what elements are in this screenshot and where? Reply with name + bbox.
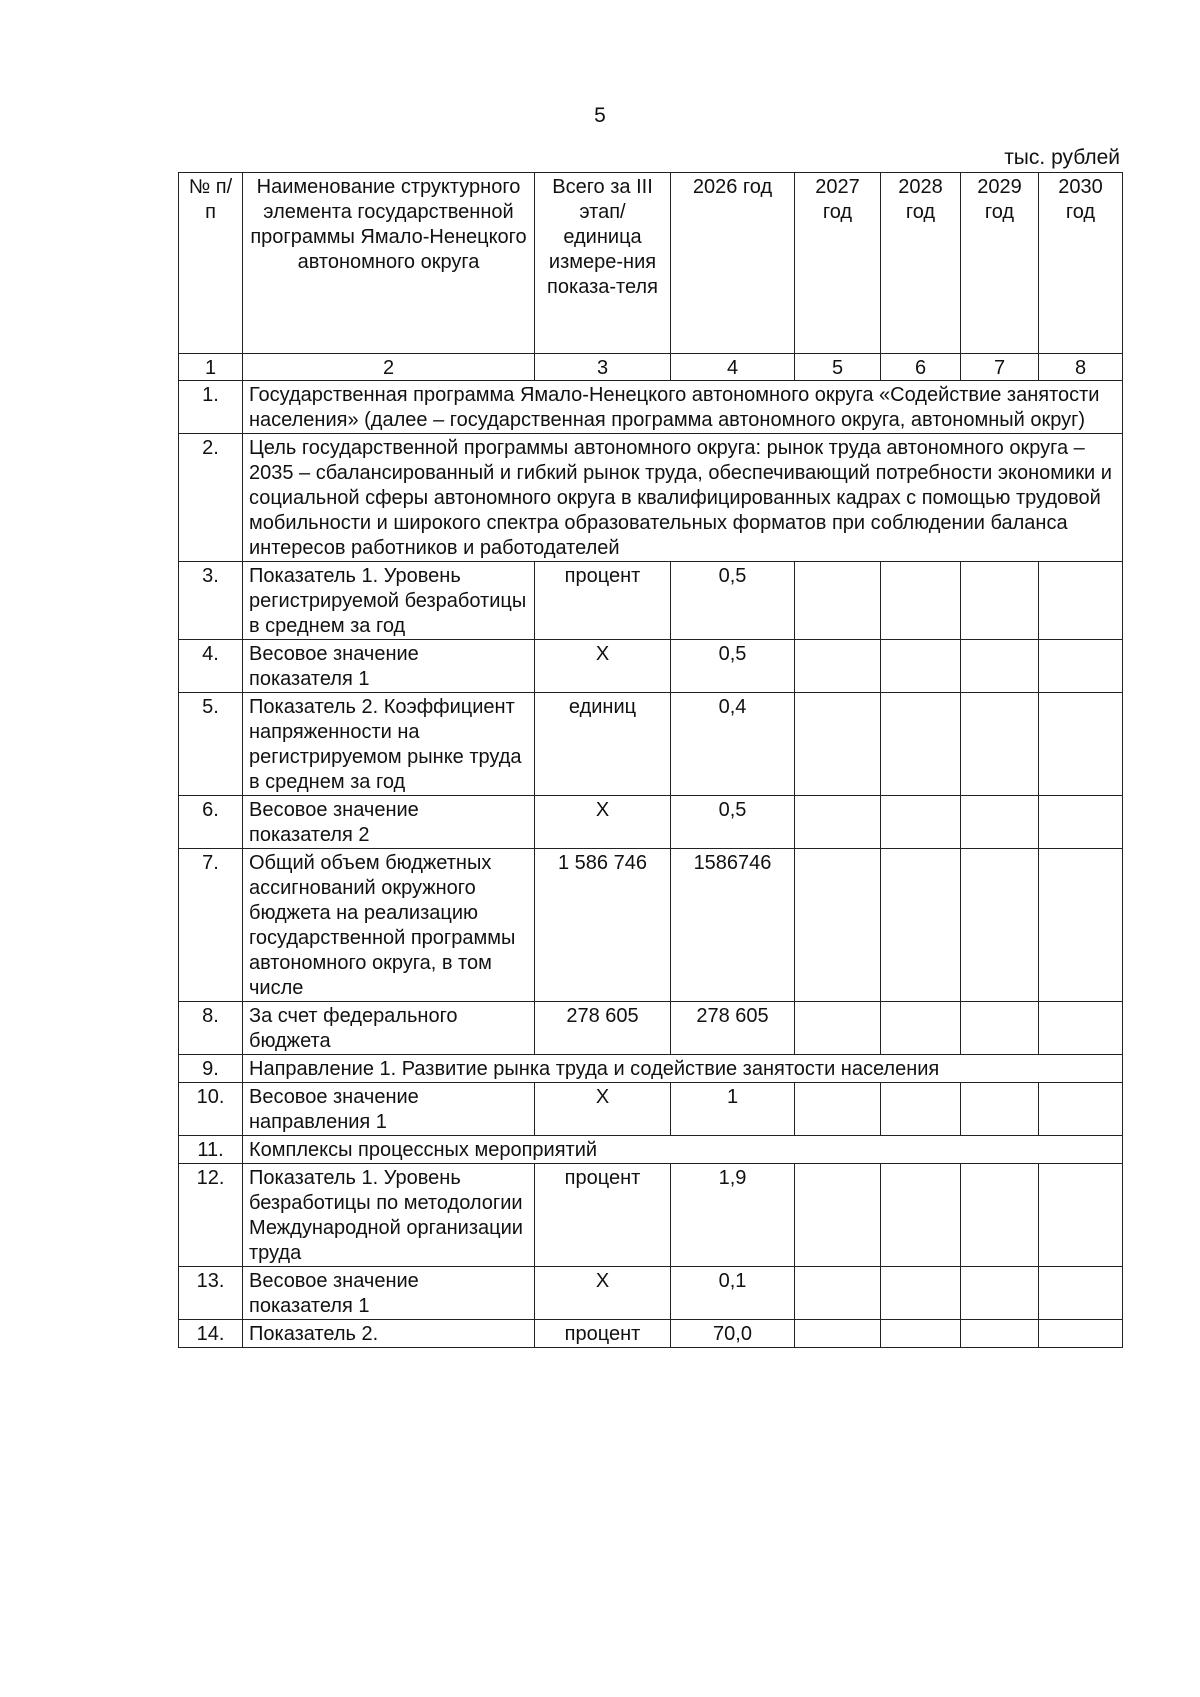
row-number: 2. xyxy=(179,434,243,562)
row-total: Х xyxy=(535,1267,671,1320)
row-value-2027 xyxy=(795,640,881,693)
row-value-2026: 1,9 xyxy=(671,1164,795,1267)
indicators-table xyxy=(178,172,1123,1348)
row-value-2026: 278 605 xyxy=(671,1002,795,1055)
column-number: 6 xyxy=(881,354,961,381)
header-cell: 2028 год xyxy=(881,173,961,354)
row-value-2027 xyxy=(795,562,881,640)
row-name: Показатель 1. Уровень безработицы по методологии Международной организации труда xyxy=(243,1164,535,1267)
row-name: За счет федерального бюджета xyxy=(243,1002,535,1055)
row-value-2030 xyxy=(1039,693,1123,796)
row-number: 9. xyxy=(179,1055,243,1083)
row-value-2027 xyxy=(795,1002,881,1055)
row-value-2030 xyxy=(1039,849,1123,1002)
row-value-2030 xyxy=(1039,1320,1123,1348)
row-value-2027 xyxy=(795,1320,881,1348)
table-row xyxy=(179,434,1123,562)
row-value-2030 xyxy=(1039,562,1123,640)
row-value-2028 xyxy=(881,1083,961,1136)
row-value-2026: 70,0 xyxy=(671,1320,795,1348)
row-value-2026: 0,4 xyxy=(671,693,795,796)
row-value-2027 xyxy=(795,1164,881,1267)
row-value-2029 xyxy=(961,1083,1039,1136)
table-row xyxy=(179,1136,1123,1164)
row-value-2029 xyxy=(961,1320,1039,1348)
row-value-2029 xyxy=(961,562,1039,640)
row-value-2026: 1 xyxy=(671,1083,795,1136)
row-value-2030 xyxy=(1039,796,1123,849)
row-value-2027 xyxy=(795,796,881,849)
row-value-2028 xyxy=(881,1002,961,1055)
page-number: 5 xyxy=(594,104,606,127)
row-number: 13. xyxy=(179,1267,243,1320)
row-value-2028 xyxy=(881,796,961,849)
units-label: тыс. рублей xyxy=(1004,146,1120,169)
table-row xyxy=(179,693,1123,796)
row-value-2027 xyxy=(795,693,881,796)
row-total: 278 605 xyxy=(535,1002,671,1055)
row-value-2030 xyxy=(1039,1083,1123,1136)
row-value-2029 xyxy=(961,849,1039,1002)
table-row xyxy=(179,1083,1123,1136)
row-value-2029 xyxy=(961,693,1039,796)
row-total: процент xyxy=(535,562,671,640)
section-text: Государственная программа Ямало-Ненецкого автономного округа «Содействие занятости населения» (далее – государственная программа автономного округа, автономный округ) xyxy=(243,381,1123,434)
column-number: 1 xyxy=(179,354,243,381)
row-value-2028 xyxy=(881,693,961,796)
row-total: Х xyxy=(535,1083,671,1136)
row-name: Показатель 1. Уровень регистрируемой безработицы в среднем за год xyxy=(243,562,535,640)
row-number: 11. xyxy=(179,1136,243,1164)
table-row xyxy=(179,1267,1123,1320)
row-value-2029 xyxy=(961,640,1039,693)
row-value-2028 xyxy=(881,1267,961,1320)
row-number: 1. xyxy=(179,381,243,434)
column-number: 7 xyxy=(961,354,1039,381)
column-number: 4 xyxy=(671,354,795,381)
row-value-2028 xyxy=(881,562,961,640)
row-value-2026: 0,5 xyxy=(671,562,795,640)
row-value-2030 xyxy=(1039,1164,1123,1267)
table-row xyxy=(179,1164,1123,1267)
row-name: Весовое значение показателя 1 xyxy=(243,1267,535,1320)
column-number: 8 xyxy=(1039,354,1123,381)
row-total: 1 586 746 xyxy=(535,849,671,1002)
row-value-2028 xyxy=(881,640,961,693)
row-number: 8. xyxy=(179,1002,243,1055)
row-value-2030 xyxy=(1039,640,1123,693)
row-number: 14. xyxy=(179,1320,243,1348)
row-value-2029 xyxy=(961,1267,1039,1320)
row-number: 12. xyxy=(179,1164,243,1267)
row-value-2028 xyxy=(881,849,961,1002)
header-cell: 2029 год xyxy=(961,173,1039,354)
header-cell: 2030 год xyxy=(1039,173,1123,354)
header-cell: Наименование структурного элемента государственной программы Ямало-Ненецкого автономного округа xyxy=(243,173,535,354)
row-value-2027 xyxy=(795,1083,881,1136)
table-row xyxy=(179,640,1123,693)
section-text: Комплексы процессных мероприятий xyxy=(243,1136,1123,1164)
row-name: Показатель 2. xyxy=(243,1320,535,1348)
column-number: 3 xyxy=(535,354,671,381)
column-number: 2 xyxy=(243,354,535,381)
table-row xyxy=(179,1320,1123,1348)
column-number-row xyxy=(179,354,1123,381)
header-cell: № п/п xyxy=(179,173,243,354)
table-row xyxy=(179,849,1123,1002)
row-number: 4. xyxy=(179,640,243,693)
row-total: Х xyxy=(535,796,671,849)
section-text: Направление 1. Развитие рынка труда и содействие занятости населения xyxy=(243,1055,1123,1083)
row-value-2026: 0,1 xyxy=(671,1267,795,1320)
row-name: Весовое значение показателя 2 xyxy=(243,796,535,849)
column-number: 5 xyxy=(795,354,881,381)
row-value-2029 xyxy=(961,1002,1039,1055)
row-total: процент xyxy=(535,1164,671,1267)
row-value-2028 xyxy=(881,1164,961,1267)
header-cell: Всего за III этап/ единица измере-ния показа-теля xyxy=(535,173,671,354)
row-value-2030 xyxy=(1039,1267,1123,1320)
row-value-2026: 0,5 xyxy=(671,640,795,693)
row-number: 10. xyxy=(179,1083,243,1136)
table-row xyxy=(179,1002,1123,1055)
row-value-2030 xyxy=(1039,1002,1123,1055)
row-value-2026: 1586746 xyxy=(671,849,795,1002)
header-cell: 2026 год xyxy=(671,173,795,354)
section-text: Цель государственной программы автономного округа: рынок труда автономного округа – 2035 – сбалансированный и гибкий рынок труда, обеспечивающий потребности экономики и социальной сферы автономного округа в квалифицированных кадрах с помощью трудовой мобильности и широкого спектра образовательных форматов при соблюдении баланса интересов работников и работодателей xyxy=(243,434,1123,562)
row-number: 7. xyxy=(179,849,243,1002)
table-row xyxy=(179,796,1123,849)
row-name: Общий объем бюджетных ассигнований окружного бюджета на реализацию государственной программы автономного округа, в том числе xyxy=(243,849,535,1002)
row-value-2027 xyxy=(795,1267,881,1320)
table-body xyxy=(179,381,1123,1348)
row-number: 6. xyxy=(179,796,243,849)
row-value-2029 xyxy=(961,1164,1039,1267)
row-value-2026: 0,5 xyxy=(671,796,795,849)
row-value-2028 xyxy=(881,1320,961,1348)
header-cell: 2027 год xyxy=(795,173,881,354)
table-row xyxy=(179,1055,1123,1083)
row-name: Весовое значение показателя 1 xyxy=(243,640,535,693)
row-value-2027 xyxy=(795,849,881,1002)
table-row xyxy=(179,381,1123,434)
row-name: Показатель 2. Коэффициент напряженности на регистрируемом рынке труда в среднем за год xyxy=(243,693,535,796)
row-total: Х xyxy=(535,640,671,693)
header-row xyxy=(179,173,1123,354)
row-value-2029 xyxy=(961,796,1039,849)
row-number: 3. xyxy=(179,562,243,640)
row-total: процент xyxy=(535,1320,671,1348)
row-number: 5. xyxy=(179,693,243,796)
row-total: единиц xyxy=(535,693,671,796)
row-name: Весовое значение направления 1 xyxy=(243,1083,535,1136)
table-row xyxy=(179,562,1123,640)
